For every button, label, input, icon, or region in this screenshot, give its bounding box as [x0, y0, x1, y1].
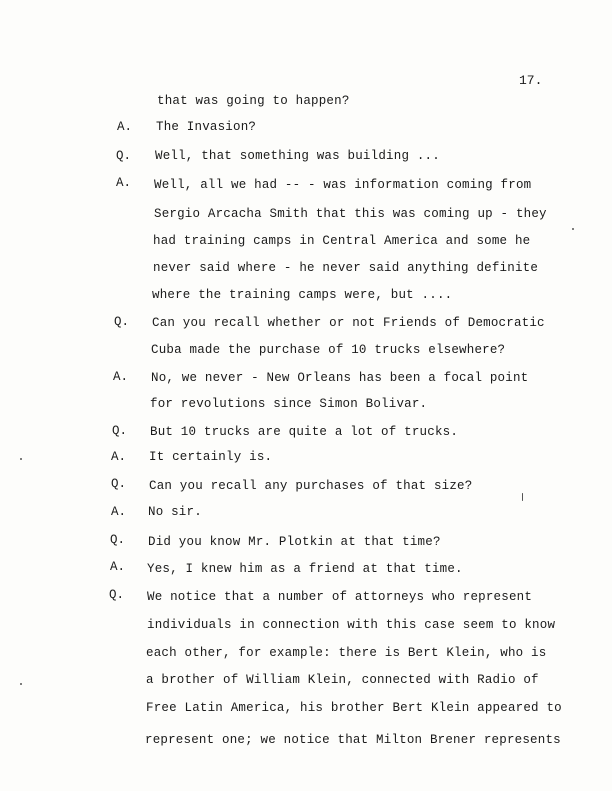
scan-speck — [20, 458, 22, 460]
transcript-line: But 10 trucks are quite a lot of trucks. — [150, 425, 459, 439]
transcript-line: where the training camps were, but .... — [152, 288, 453, 302]
transcript-line: for revolutions since Simon Bolivar. — [150, 397, 428, 411]
transcript-line: Yes, I knew him as a friend at that time. — [147, 562, 463, 576]
scan-speck — [572, 228, 574, 230]
scan-speck — [20, 683, 22, 685]
transcript-line: Well, that something was building ... — [155, 149, 440, 163]
transcript-line: Sergio Arcacha Smith that this was coming up - they — [154, 207, 547, 221]
speaker-label: A. — [117, 120, 133, 134]
scan-speck — [522, 493, 523, 501]
transcript-line: had training camps in Central America and some he — [153, 234, 531, 248]
transcript-line: Did you know Mr. Plotkin at that time? — [148, 535, 441, 549]
speaker-label: A. — [110, 560, 126, 574]
transcript-line: that was going to happen? — [157, 94, 350, 108]
speaker-label: Q. — [116, 149, 132, 163]
speaker-label: Q. — [111, 477, 127, 491]
speaker-label: A. — [111, 505, 127, 519]
page-number: 17. — [519, 73, 543, 88]
transcript-line: each other, for example: there is Bert Klein, who is — [146, 646, 547, 660]
speaker-label: Q. — [109, 588, 125, 602]
speaker-label: A. — [116, 176, 132, 190]
transcript-line: represent one; we notice that Milton Brener represents — [145, 733, 561, 747]
transcript-line: We notice that a number of attorneys who represent — [147, 590, 533, 604]
transcript-line: Can you recall any purchases of that size? — [149, 479, 473, 493]
transcript-line: Free Latin America, his brother Bert Klein appeared to — [146, 701, 562, 715]
transcript-line: Can you recall whether or not Friends of Democratic — [152, 316, 545, 330]
transcript-line: individuals in connection with this case seem to know — [147, 618, 556, 632]
speaker-label: Q. — [114, 315, 130, 329]
speaker-label: Q. — [112, 424, 128, 438]
transcript-line: never said where - he never said anything definite — [153, 261, 539, 275]
transcript-line: No sir. — [148, 505, 202, 519]
transcript-line: It certainly is. — [149, 450, 273, 464]
transcript-line: Well, all we had -- - was information coming from — [154, 178, 532, 192]
speaker-label: A. — [111, 450, 127, 464]
speaker-label: Q. — [110, 533, 126, 547]
transcript-line: No, we never - New Orleans has been a focal point — [151, 371, 529, 385]
transcript-line: Cuba made the purchase of 10 trucks elsewhere? — [151, 343, 506, 357]
transcript-line: The Invasion? — [156, 120, 257, 134]
speaker-label: A. — [113, 370, 129, 384]
transcript-line: a brother of William Klein, connected with Radio of — [146, 673, 539, 687]
